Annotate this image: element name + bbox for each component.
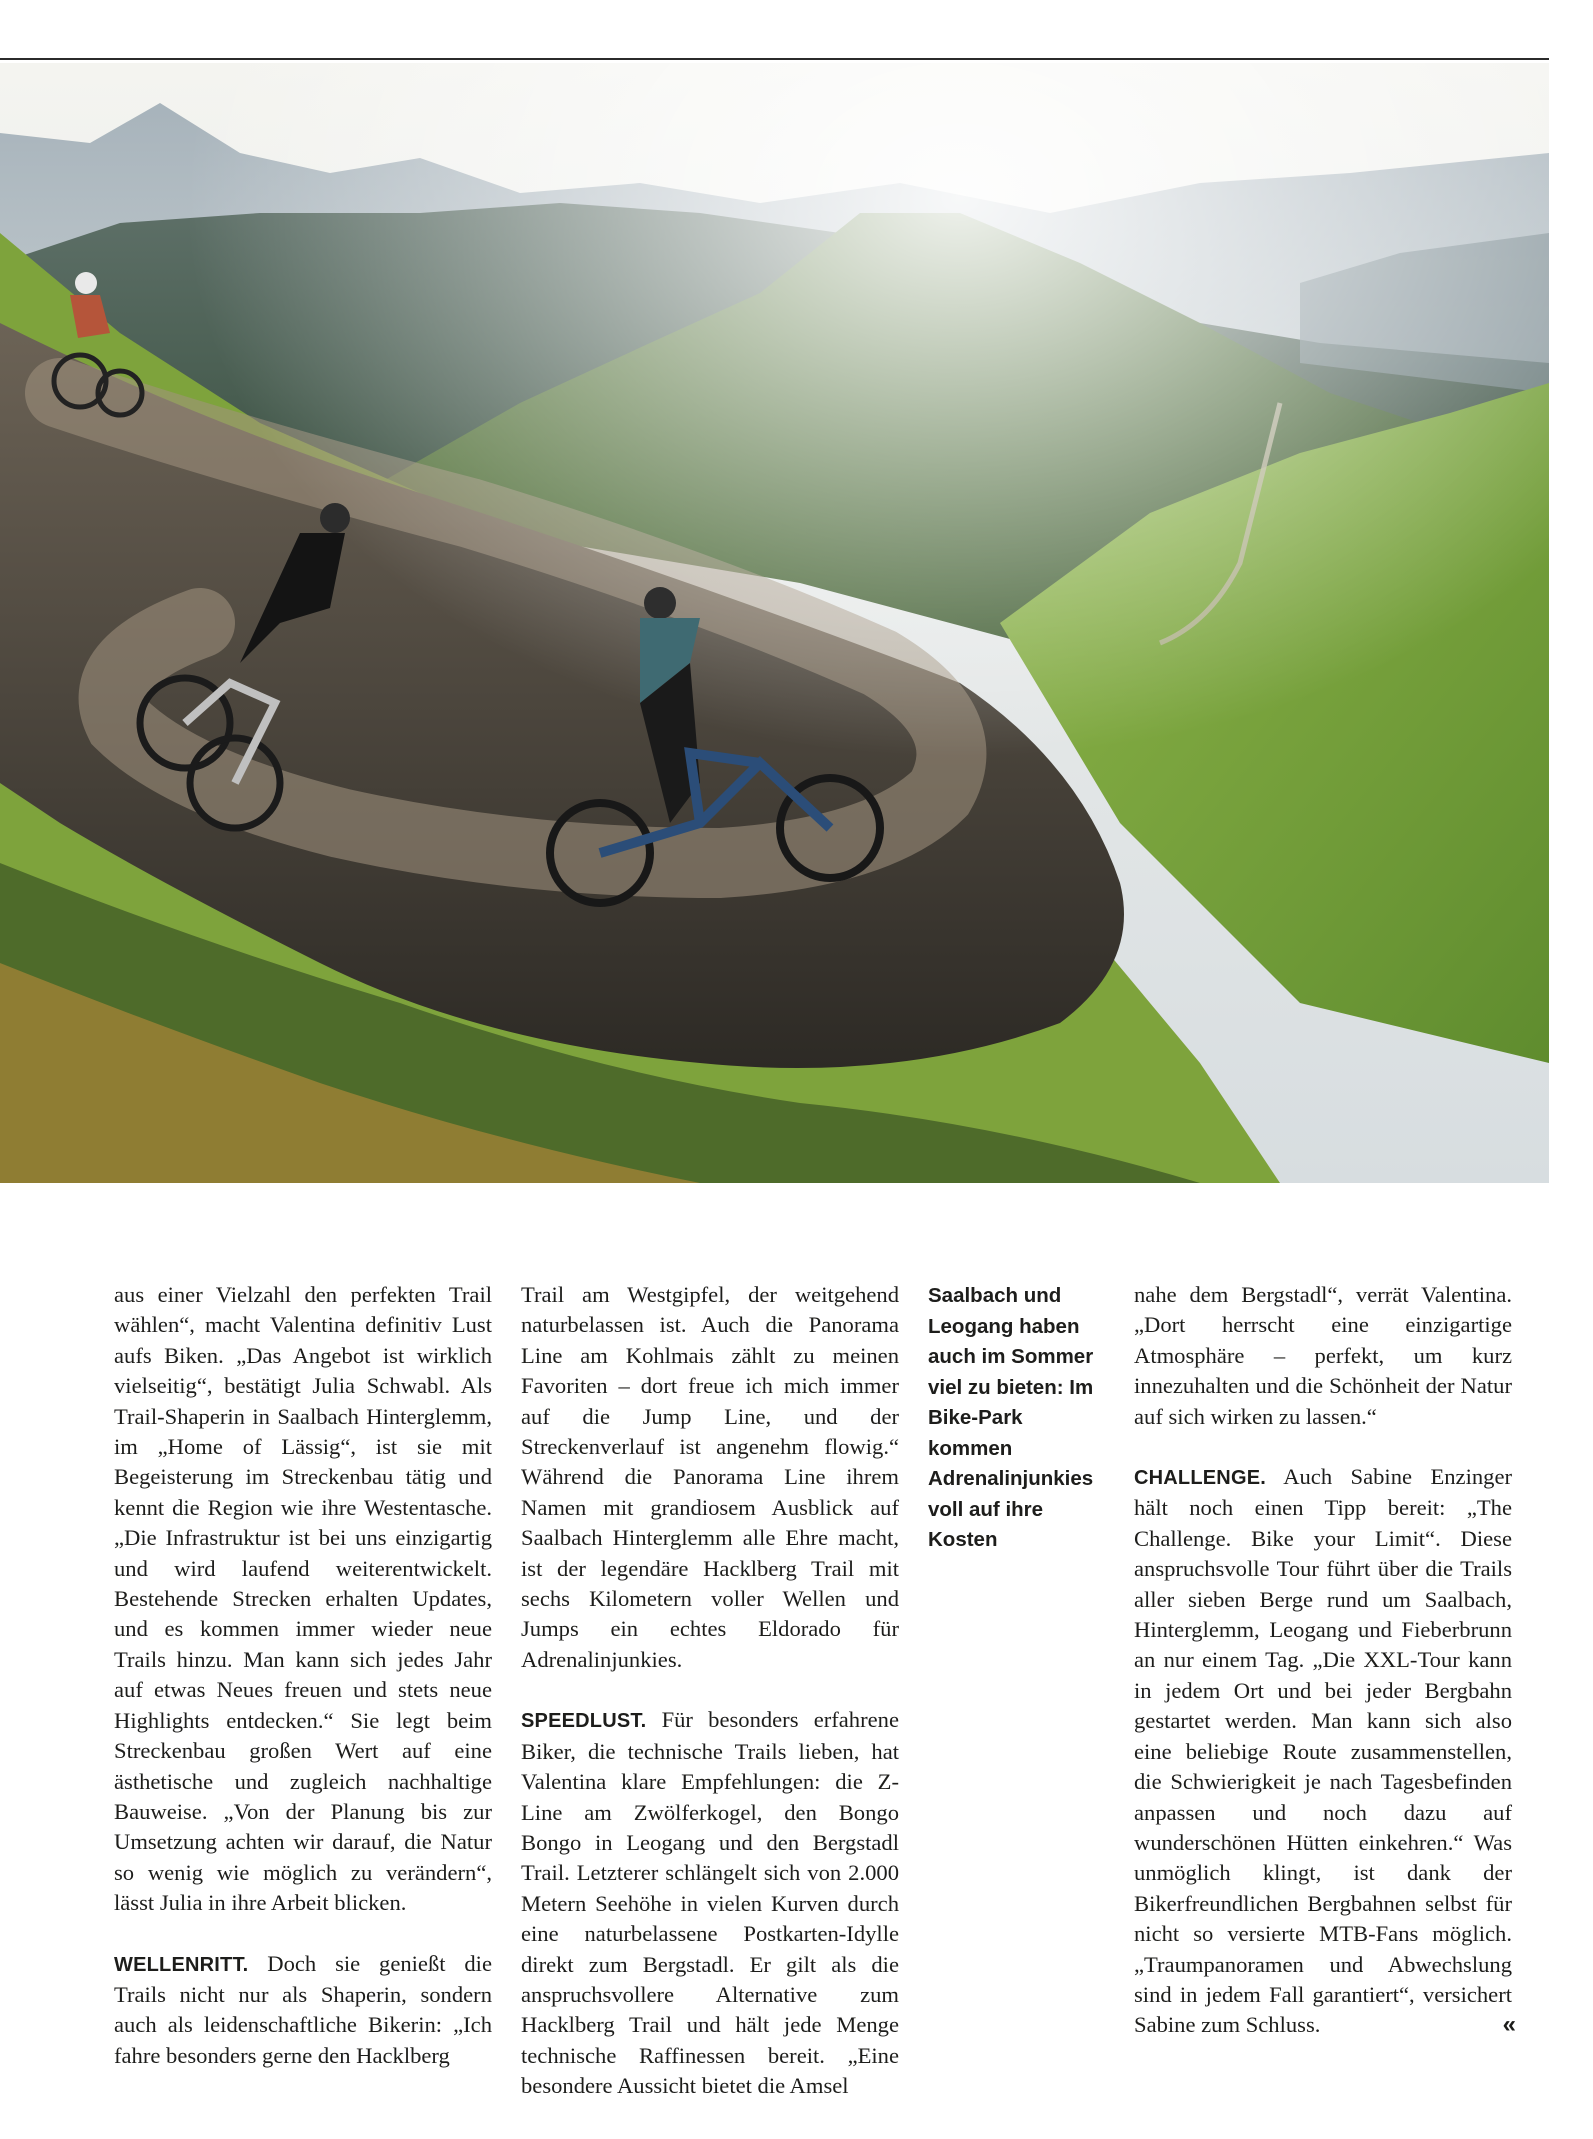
lead-in-speedlust: SPEEDLUST. bbox=[521, 1710, 647, 1733]
column-2-section-speedlust bbox=[521, 1705, 899, 2101]
column-1-paragraph-1: aus einer Vielzahl den perfekten Trail wählen“, macht Valentina definitiv Lust aufs Biken. „Das Angebot ist wirklich vielseitig“, bestätigt Julia Schwabl. Als Trail-Shaperin in Saalbach Hinterglemm, im „Home of Lässig“, ist sie mit Begeisterung im Streckenbau tätig und kennt die Region wie ihre Westentasche. „Die Infrastruktur ist bei uns einzigartig und wird laufend weiterentwickelt. Bestehende Strecken erhalten Updates, und es kommen immer wieder neue Trails hinzu. Man kann sich jedes Jahr auf etwas Neues freuen und stets neue Highlights entdecken.“ Sie legt beim Streckenbau großen Wert auf eine ästhetische und zugleich nachhaltige Bauweise. „Von der Planung bis zur Umsetzung achten wir darauf, die Natur so wenig wie möglich zu verändern“, lässt Julia in ihre Arbeit blicken. bbox=[114, 1282, 492, 1916]
column-2-paragraph-1: Trail am Westgipfel, der weitgehend naturbelassen ist. Auch die Panorama Line am Kohlmais zählt zu meinen Favoriten – dort freue ich mich immer auf die Jump Line, und der Streckenverlauf ist angenehm flowig.“ Während die Panorama Line ihrem Namen mit grandiosem Ausblick auf Saalbach Hinterglemm alle Ehre macht, ist der legendäre Hacklberg Trail mit sechs Kilometern voller Wellen und Jumps ein echtes Eldorado für Adrenalinjunkies. bbox=[521, 1282, 899, 1672]
column-4-section-challenge bbox=[1134, 1462, 1512, 2041]
pull-quote: Saalbach und Leogang haben auch im Sommer viel zu bieten: Im Bike-Park kommen Adrenalinjunkies voll auf ihre Kosten bbox=[928, 1284, 1094, 1551]
mountain-bike-photo bbox=[0, 63, 1549, 1183]
end-of-article-mark: « bbox=[1502, 2011, 1512, 2039]
text-column-4 bbox=[1134, 1280, 1512, 2041]
column-4-paragraph-1: nahe dem Bergstadl“, verrät Valentina. „Dort herrscht eine einzigartige Atmosphäre – perfekt, um kurz innezuhalten und die Schönheit der Natur auf sich wirken zu lassen.“ bbox=[1134, 1282, 1512, 1429]
column-4-paragraph-2: Auch Sabine Enzinger hält noch einen Tipp bereit: „The Challenge. Bike your Limit“. Diese anspruchsvolle Tour führt über die Trails aller sieben Berge rund um Saalbach, Hinterglemm, Leogang und Fieberbrunn an nur einem Tag. „Die XXL-Tour kann in jedem Ort und bei jeder Bergbahn gestartet werden. Man kann sich also eine beliebige Route zusammenstellen, die Schwierigkeit je nach Tagesbefinden anpassen und noch dazu auf wunderschönen Hütten einkehren.“ Was unmöglich klingt, ist dank der Bikerfreundlichen Bergbahnen selbst für nicht so versierte MTB-Fans möglich. „Traumpanoramen und Abwechslung sind in jedem Fall garantiert“, versichert Sabine zum Schluss. bbox=[1134, 1464, 1513, 2038]
column-1-paragraph-2: Doch sie genießt die Trails nicht nur als Shaperin, sondern auch als leidenschaftliche Bikerin: „Ich fahre besonders gerne den Hacklberg bbox=[114, 1950, 492, 2068]
text-column-2 bbox=[521, 1280, 899, 2102]
photo-illustration bbox=[0, 63, 1549, 1183]
lead-in-challenge: CHALLENGE. bbox=[1134, 1467, 1266, 1490]
lead-in-wellenritt: WELLENRITT. bbox=[114, 1953, 249, 1976]
column-1-section-wellenritt bbox=[114, 1949, 492, 2072]
top-rule bbox=[0, 58, 1549, 60]
column-2-paragraph-2: Für besonders erfahrene Biker, die technische Trails lieben, hat Valentina klare Empfehlungen: die Z-Line am Zwölferkogel, den Bongo Bongo in Leogang und den Bergstadl Trail. Letzterer schlängelt sich von 2.000 Metern Seehöhe in vielen Kurven durch eine naturbelassene Postkarten-Idylle direkt zum Bergstadl. Er gilt als die anspruchsvollere Alternative zum Hacklberg Trail und hält jede Menge technische Raffinessen bereit. „Eine besondere Aussicht bietet die Amsel bbox=[521, 1707, 899, 2099]
text-column-1 bbox=[114, 1280, 492, 2071]
